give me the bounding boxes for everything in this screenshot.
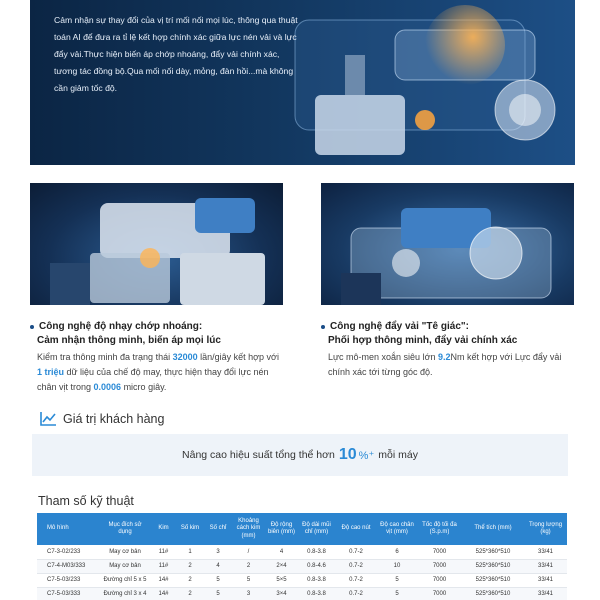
spec-cell: 2: [176, 559, 204, 573]
bullet-dot-icon: [321, 325, 325, 329]
spec-cell: Đường chỉ 3 x 4: [99, 587, 151, 600]
spec-cell: May cơ bản: [99, 559, 151, 573]
hero-banner: [30, 0, 575, 165]
feature-body: [321, 350, 576, 380]
spec-column-header: Mô hình: [37, 513, 99, 545]
spec-cell: 2×4: [265, 559, 298, 573]
feature-sensitivity: [30, 321, 285, 395]
customer-value-heading: [40, 411, 164, 426]
spec-cell: 4: [204, 559, 232, 573]
spec-cell: 4: [265, 545, 298, 559]
highlight-value: 0.0006: [93, 382, 122, 392]
customer-value-text-before: Nâng cao hiệu suất tổng thể hơn: [182, 449, 335, 461]
spec-cell: 14#: [151, 587, 176, 600]
highlight-value: 32000: [172, 352, 198, 362]
spec-cell: 1: [176, 545, 204, 559]
spec-cell: 3: [232, 587, 265, 600]
spec-cell: 0.8-3.8: [298, 573, 335, 587]
spec-cell: 0.8-4.6: [298, 559, 335, 573]
customer-value-title: Giá trị khách hàng: [63, 411, 165, 426]
spec-cell: 0.7-2: [335, 573, 377, 587]
body-text: Nm kết hợp với Lực đẩy vải chính xác tới từng góc độ.: [328, 352, 562, 377]
spec-cell: C7-5-03/233: [37, 573, 99, 587]
spec-column-header: Thể tích (mm): [462, 513, 524, 545]
body-text: lần/giây kết hợp với: [197, 352, 279, 362]
spec-cell: 3: [204, 545, 232, 559]
spec-cell: 33/41: [524, 573, 567, 587]
hero-line: tương tác đồng bộ.Qua mối nối dày, mỏng, đàn hồi...mà không: [54, 66, 294, 76]
feature-subtitle: Cảm nhận thông minh, biến áp mọi lúc: [37, 335, 221, 346]
spec-cell: 525*360*510: [462, 559, 524, 573]
spec-column-header: Mục đích sử dụng: [99, 513, 151, 545]
customer-value-text-after: mỗi máy: [378, 449, 418, 461]
spec-table-row: [37, 573, 567, 587]
trend-chart-icon: [40, 411, 57, 426]
spec-cell: 10: [377, 559, 417, 573]
hero-line: cần giảm tốc độ.: [54, 83, 118, 93]
spec-cell: May cơ bản: [99, 545, 151, 559]
feature-title: Công nghệ độ nhạy chớp nhoáng:: [39, 321, 203, 332]
spec-column-header: Trọng lượng (kg): [524, 513, 567, 545]
spec-cell: 525*360*510: [462, 573, 524, 587]
spec-column-header: Độ rộng biên (mm): [265, 513, 298, 545]
spec-cell: 5: [232, 573, 265, 587]
highlight-value: 1 triệu: [37, 367, 65, 377]
spec-cell: C7-4-M03/333: [37, 559, 99, 573]
highlight-value: 9.2: [437, 352, 451, 362]
spec-cell: 3×4: [265, 587, 298, 600]
spec-header-row: [37, 513, 567, 545]
spec-column-header: Số kim: [176, 513, 204, 545]
spec-cell: Đường chỉ 5 x 5: [99, 573, 151, 587]
spec-cell: C7-5-03/333: [37, 587, 99, 600]
spec-cell: 5×5: [265, 573, 298, 587]
hero-line: toán AI để đưa ra tỉ lệ kết hợp chính xác giữa lực nén vải và lực: [54, 32, 297, 42]
feature-title: Công nghệ đẩy vải "Tê giác":: [330, 321, 469, 332]
spec-cell: 2: [176, 587, 204, 600]
spec-column-header: Độ cao nút: [335, 513, 377, 545]
spec-column-header: Tốc độ tối đa (S.p.m): [417, 513, 462, 545]
feature-title-row: [321, 321, 576, 332]
customer-value-percent: %⁺: [358, 449, 375, 462]
customer-value-box: [32, 434, 568, 476]
spec-cell: C7-3-02/233: [37, 545, 99, 559]
body-text: micro giây.: [121, 382, 167, 392]
spec-table-row: [37, 587, 567, 600]
spec-cell: 5: [204, 573, 232, 587]
spec-cell: 5: [204, 587, 232, 600]
spec-table-body: [37, 545, 567, 600]
hero-line: đẩy vải.Thực hiện biến áp chớp nhoáng, đẩy vải chính xác,: [54, 49, 280, 59]
spec-cell: 0.8-3.8: [298, 545, 335, 559]
spec-cell: 5: [377, 587, 417, 600]
spec-cell: 525*360*510: [462, 545, 524, 559]
spec-table-row: [37, 545, 567, 559]
spec-cell: 7000: [417, 573, 462, 587]
feature-rhino-feed: [321, 321, 576, 380]
customer-value-number: 10: [338, 446, 357, 463]
spec-cell: 0.8-3.8: [298, 587, 335, 600]
spec-cell: 2: [176, 573, 204, 587]
spec-table: [37, 513, 567, 600]
body-text: Lực mô-men xoắn siêu lớn: [328, 352, 438, 362]
feature-title-row: [30, 321, 285, 332]
spec-column-header: Độ cao chân vịt (mm): [377, 513, 417, 545]
spec-cell: 0.7-2: [335, 545, 377, 559]
spec-heading: Tham số kỹ thuật: [38, 494, 134, 508]
spec-cell: 525*360*510: [462, 587, 524, 600]
bullet-dot-icon: [30, 325, 34, 329]
spec-cell: 0.7-2: [335, 559, 377, 573]
body-text: dữ liệu của chế độ may, thực hiện thay đổi lực nén chân vịt trong: [37, 367, 269, 392]
spec-cell: 14#: [151, 573, 176, 587]
spec-cell: 6: [377, 545, 417, 559]
feature-body: [30, 350, 285, 395]
spec-column-header: Độ dài mũi chỉ (mm): [298, 513, 335, 545]
spec-table-row: [37, 559, 567, 573]
spec-cell: 11#: [151, 545, 176, 559]
spec-cell: 33/41: [524, 587, 567, 600]
spec-cell: 0.7-2: [335, 587, 377, 600]
spec-column-header: Số chỉ: [204, 513, 232, 545]
spec-column-header: Khoảng cách kim (mm): [232, 513, 265, 545]
spec-cell: 11#: [151, 559, 176, 573]
spec-cell: 7000: [417, 559, 462, 573]
spec-cell: 33/41: [524, 545, 567, 559]
hero-line: Cảm nhận sự thay đổi của vị trí mối nối mọi lúc, thông qua thuật: [54, 15, 298, 25]
spec-cell: 33/41: [524, 559, 567, 573]
feature-subtitle: Phối hợp thông minh, đẩy vải chính xác: [328, 335, 518, 346]
spec-cell: 5: [377, 573, 417, 587]
spec-cell: /: [232, 545, 265, 559]
spec-cell: 7000: [417, 587, 462, 600]
hero-description: [54, 12, 354, 97]
spec-cell: 2: [232, 559, 265, 573]
feature-image-feeding: [321, 183, 574, 305]
body-text: Kiểm tra thông minh đa trạng thái: [37, 352, 173, 362]
spec-column-header: Kim: [151, 513, 176, 545]
feature-image-sensing: [30, 183, 283, 305]
spec-cell: 7000: [417, 545, 462, 559]
